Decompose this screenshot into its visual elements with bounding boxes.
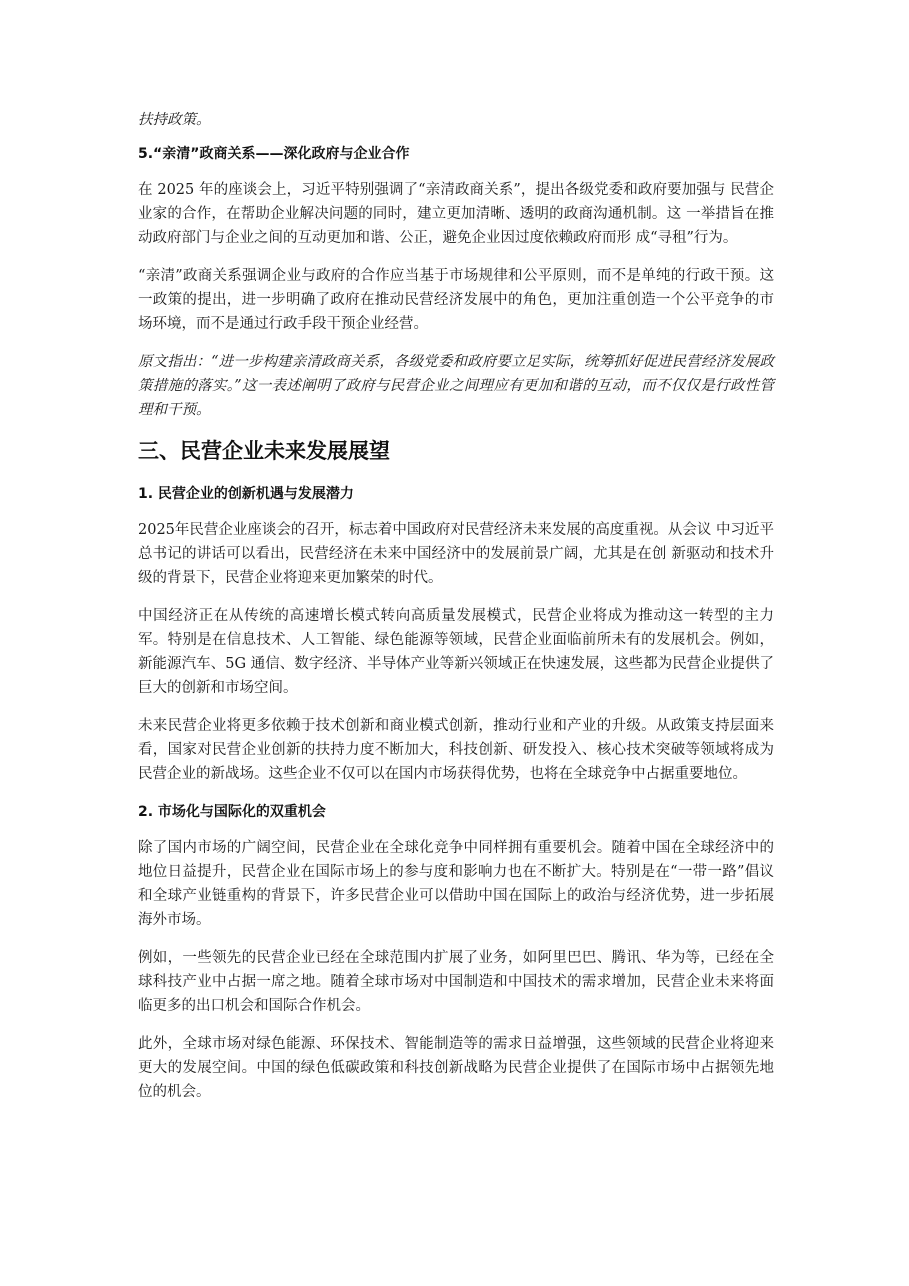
paragraph: 在 2025 年的座谈会上，习近平特别强调了“亲清政商关系”，提出各级党委和政府要加强与 民营企业家的合作，在帮助企业解决问题的同时，建立更加清晰、透明的政商沟通机制。这 一举措旨在推动政府部门与企业之间的互动更加和谐、公正，避免企业因过度依赖政府而形 成“寻租”行为。 <box>138 182 774 246</box>
chapter3-heading: 三、民营企业未来发展展望 <box>138 439 390 463</box>
lead-fragment: 扶持政策。 <box>138 112 211 128</box>
sub2-heading: 2. 市场化与国际化的双重机会 <box>138 804 326 820</box>
paragraph: 未来民营企业将更多依赖于技术创新和商业模式创新，推动行业和产业的升级。从政策支持层面来看，国家对民营企业创新的扶持力度不断加大，科技创新、研发投入、核心技术突破等领域将成为民营企业的新战场。这些企业不仅可以在国内市场获得优势，也将在全球竞争中占据重要地位。 <box>138 718 774 782</box>
paragraph: 此外，全球市场对绿色能源、环保技术、智能制造等的需求日益增强，这些领域的民营企业将迎来更大的发展空间。中国的绿色低碳政策和科技创新战略为民营企业提供了在国际市场中占据领先地位的机会。 <box>138 1036 774 1100</box>
document-body <box>138 108 774 1118</box>
paragraph: 2025年民营企业座谈会的召开，标志着中国政府对民营经济未来发展的高度重视。从会议 中习近平总书记的讲话可以看出，民营经济在未来中国经济中的发展前景广阔，尤其是在创 新驱动和技术升级的背景下，民营企业将迎来更加繁荣的时代。 <box>138 522 775 586</box>
section5-heading: 5.“亲清”政商关系——深化政府与企业合作 <box>138 146 410 162</box>
paragraph: 除了国内市场的广阔空间，民营企业在全球化竞争中同样拥有重要机会。随着中国在全球经济中的地位日益提升，民营企业在国际市场上的参与度和影响力也在不断扩大。特别是在“一带一路”倡议和全球产业链重构的背景下，许多民营企业可以借助中国在国际上的政治与经济优势，进一步拓展海外市场。 <box>138 840 774 928</box>
sub1-heading: 1. 民营企业的创新机遇与发展潜力 <box>138 486 354 502</box>
paragraph: “亲清”政商关系强调企业与政府的合作应当基于市场规律和公平原则，而不是单纯的行政干预。这一政策的提出，进一步明确了政府在推动民营经济发展中的角色，更加注重创造一个公平竞争的市场环境，而不是通过行政手段干预企业经营。 <box>138 268 774 332</box>
quote-paragraph: 原文指出：“进一步构建亲清政商关系，各级党委和政府要立足实际，统筹抓好促进民营经济发展政策措施的落实。”这一表述阐明了政府与民营企业之间理应有更加和谐的互动，而不仅仅是行政性管理和干预。 <box>138 354 774 418</box>
paragraph: 例如，一些领先的民营企业已经在全球范围内扩展了业务，如阿里巴巴、腾讯、华为等，已经在全球科技产业中占据一席之地。随着全球市场对中国制造和中国技术的需求增加，民营企业未来将面临更多的出口机会和国际合作机会。 <box>138 950 774 1014</box>
paragraph: 中国经济正在从传统的高速增长模式转向高质量发展模式，民营企业将成为推动这一转型的主力军。特别是在信息技术、人工智能、绿色能源等领域，民营企业面临前所未有的发展机会。例如，新能源汽车、5G 通信、数字经济、半导体产业等新兴领域正在快速发展，这些都为民营企业提供了巨大的创新和市场空间。 <box>138 608 774 696</box>
